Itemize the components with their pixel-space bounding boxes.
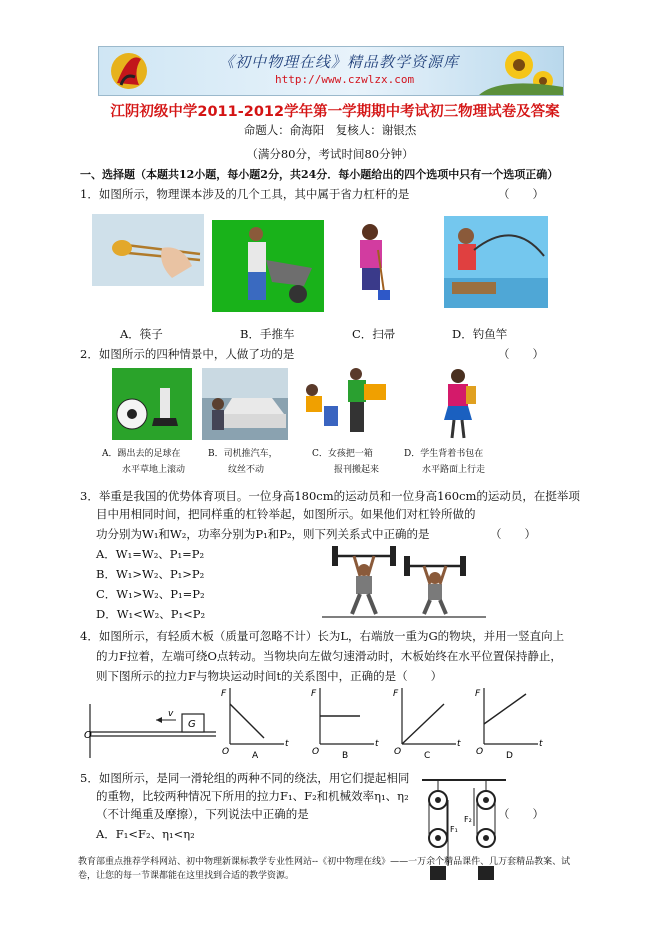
q4-graph-a-f-label: F	[221, 689, 227, 699]
q4-graph-c-curve	[402, 704, 444, 744]
q5-answer-bracket: （ ）	[498, 807, 544, 821]
q5-f1-label: F₁	[450, 825, 458, 834]
q5-f2-label: F₂	[464, 815, 472, 824]
q2-caption-d[interactable]	[404, 446, 485, 478]
q1-option-d[interactable]: D．钓鱼竿	[452, 327, 508, 341]
q1-fishing-rod-image	[444, 216, 548, 308]
q3-weightlifters-image	[322, 540, 486, 620]
q2-push-car-image	[202, 368, 288, 440]
q1-broom-image	[348, 220, 410, 306]
q2-caption-b[interactable]	[208, 446, 278, 478]
q2-caption-c-line2: 报刊搬起来	[334, 465, 380, 475]
q4-stem-line3: 则下图所示的拉力F与物块运动时间t的关系图中，正确的是（ ）	[96, 669, 443, 683]
q1-option-b[interactable]: B．手推车	[240, 327, 295, 341]
q1-option-c[interactable]: C．扫帚	[352, 327, 396, 341]
q5-stem-line2: 的重物，比较两种情况下所用的拉力F₁、F₂和机械效率η₁、η₂	[96, 789, 409, 803]
q4-graph-b-letter: B	[342, 751, 349, 761]
banner-url[interactable]: http://www.czwlzx.com	[275, 73, 415, 86]
q3-option-c[interactable]: C．W₁>W₂、P₁=P₂	[96, 587, 205, 601]
q3-option-b[interactable]: B．W₁>W₂、P₁>P₂	[96, 567, 205, 581]
q4-graph-c-letter: C	[424, 751, 431, 761]
q2-caption-a-line1: A．踢出去的足球在	[102, 449, 181, 459]
q4-graph-a-t-label: t	[285, 739, 289, 749]
q1-option-a[interactable]: A．筷子	[120, 327, 163, 341]
q4-graph-d-curve	[484, 694, 526, 724]
q4-graph-d-letter: D	[506, 751, 513, 761]
q3-option-a[interactable]: A．W₁=W₂、P₁=P₂	[96, 547, 205, 561]
q5-option-a[interactable]: A．F₁<F₂、η₁<η₂	[96, 827, 195, 841]
q3-stem-line3: 功分别为W₁和W₂，功率分别为P₁和P₂，则下列关系式中正确的是	[96, 527, 430, 541]
q4-graph-b-f-label: F	[311, 689, 317, 699]
score-time-line: （满分80分，考试时间80分钟）	[246, 147, 414, 161]
q2-answer-bracket: （ ）	[498, 347, 544, 361]
q3-option-d[interactable]: D．W₁<W₂、P₁<P₂	[96, 607, 206, 621]
q2-stem: 2．如图所示的四种情景中，人做了功的是	[80, 347, 295, 361]
q2-caption-d-line2: 水平路面上行走	[422, 465, 486, 475]
q2-caption-c-line1: C．女孩把一箱	[312, 449, 373, 459]
banner-title: 《初中物理在线》精品教学资源库	[219, 53, 460, 71]
q4-stem-line1: 4．如图所示，有轻质木板（质量可忽略不计）长为L，右端放一重为G的物块，并用一竖直向上	[80, 629, 565, 643]
q4-lever-diagram	[84, 704, 216, 758]
q4-graph-a-curve	[230, 704, 264, 738]
q4-graph-c-t-label: t	[457, 739, 461, 749]
q2-caption-a[interactable]	[102, 446, 185, 478]
q3-stem-line2: 目中用相同时间，把同样重的杠铃举起，如图所示。如果他们对杠铃所做的	[96, 507, 476, 521]
q4-graph-c-f-label: F	[393, 689, 399, 699]
page-footer: 教育部重点推荐学科网站、初中物理新课标教学专业性网站--《初中物理在线》——一万余个精品课件、几万套精品教案、试卷，让您的每一节课都能在这里找到合适的教学资源。	[78, 857, 571, 881]
q2-caption-b-line2: 纹丝不动	[228, 465, 265, 475]
q3-answer-bracket: （ ）	[490, 527, 536, 541]
q4-graph-d-f-label: F	[475, 689, 481, 699]
q4-graph-a-origin-label: O	[222, 747, 230, 757]
q5-stem-line3: （不计绳重及摩擦），下列说法中正确的是	[96, 807, 309, 821]
q2-lift-box-image	[298, 366, 390, 440]
q1-answer-bracket: （ ）	[498, 187, 544, 201]
q4-graph-b-t-label: t	[375, 739, 379, 749]
q2-caption-d-line1: D．学生背着书包在	[404, 449, 484, 459]
q1-wheelbarrow-image	[212, 220, 324, 312]
q1-stem: 1．如图所示，物理课本涉及的几个工具，其中属于省力杠杆的是	[80, 187, 410, 201]
section-heading: 一、选择题（本题共12小题，每小题2分，共24分．每小题给出的四个选项中只有一个选项正确）	[80, 168, 559, 181]
q2-caption-a-line2: 水平草地上滚动	[122, 465, 186, 475]
authors-line: 命题人：俞海阳 复核人：谢银杰	[243, 123, 417, 137]
q4-diagram-and-graphs	[84, 686, 554, 762]
q4-graph-d-t-label: t	[539, 739, 543, 749]
q3-stem-line1: 3．举重是我国的优势体育项目。一位身高180cm的运动员和一位身高160cm的运动员，在挺举项	[80, 489, 580, 503]
q4-block-label: G	[188, 719, 196, 730]
q4-graph-a-letter: A	[252, 751, 259, 761]
q4-stem-line2: 的力F拉着，左端可绕O点转动。当物块向左做匀速滑动时，木板始终在水平位置保持静止，	[96, 649, 562, 663]
header-banner	[98, 46, 564, 96]
q2-backpack-student-image	[426, 366, 490, 440]
q5-stem-line1: 5．如图所示，是同一滑轮组的两种不同的绕法，用它们提起相同	[80, 771, 410, 785]
q1-chopsticks-image	[92, 214, 204, 286]
q4-velocity-label: v	[168, 709, 174, 719]
q2-caption-c[interactable]	[312, 446, 379, 478]
q4-graph-d-origin-label: O	[476, 747, 484, 757]
q4-pivot-label: O	[84, 730, 92, 741]
q4-graph-c-origin-label: O	[394, 747, 402, 757]
page-title: 江阴初级中学2011-2012学年第一学期期中考试初三物理试卷及答案	[110, 104, 560, 120]
q4-graph-b-origin-label: O	[312, 747, 320, 757]
q2-football-image	[112, 368, 192, 440]
q2-caption-b-line1: B．司机推汽车，	[208, 449, 278, 459]
